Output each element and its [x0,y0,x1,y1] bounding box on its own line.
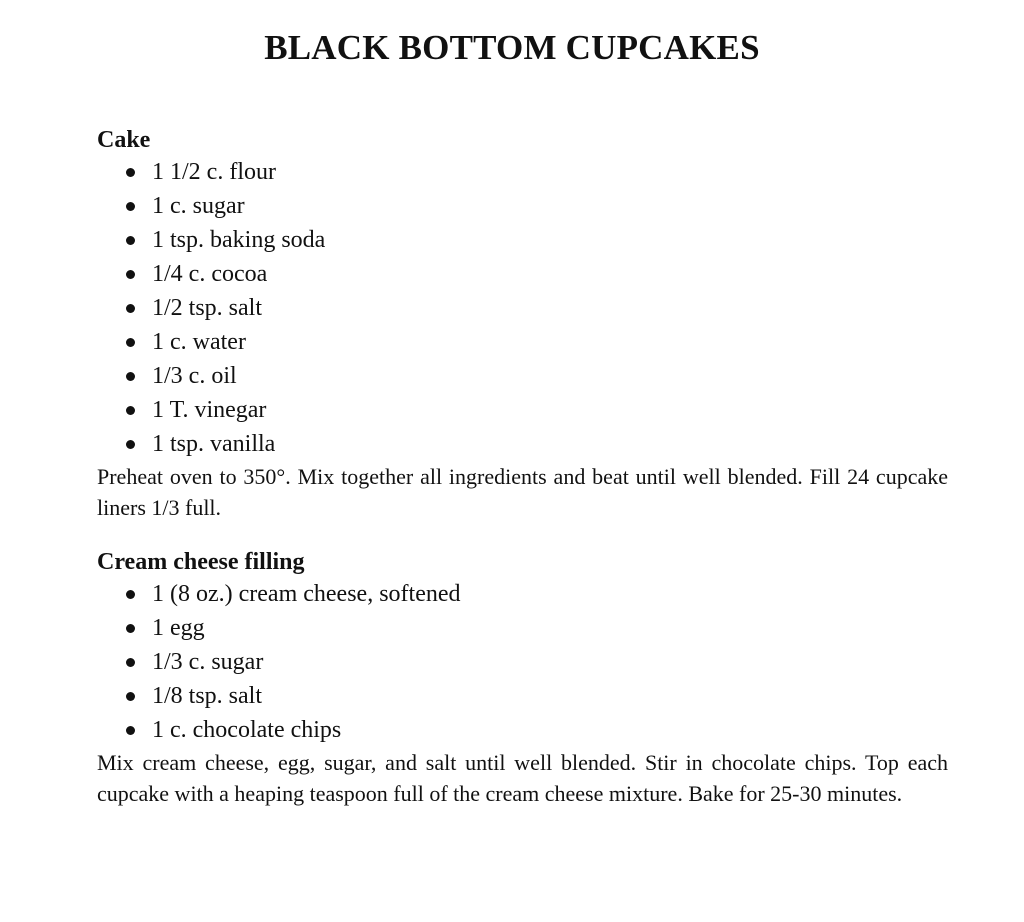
list-item [126,393,948,427]
list-item [126,155,948,189]
bullet-icon [126,168,135,177]
ingredient-text: 1 tsp. baking soda [152,227,326,253]
filling-instructions: Mix cream cheese, egg, sugar, and salt until well blended. Stir in chocolate chips. Top each cupcake with a heaping teaspoon full of the cream cheese mixture. Bake for 25-30 minutes. [97,750,948,806]
bullet-icon [126,338,135,347]
bullet-icon [126,236,135,245]
cake-ingredient-list [97,155,948,461]
ingredient-text: 1 T. vinegar [152,397,267,423]
bullet-icon [126,692,135,701]
bullet-icon [126,440,135,449]
ingredient-text: 1 c. chocolate chips [152,717,342,743]
ingredient-text: 1/3 c. sugar [152,649,264,675]
bullet-icon [126,372,135,381]
filling-ingredient-list [97,577,948,747]
bullet-icon [126,406,135,415]
bullet-icon [126,590,135,599]
bullet-icon [126,304,135,313]
ingredient-text: 1 egg [152,615,205,641]
list-item [126,611,948,645]
list-item [126,427,948,461]
list-item [126,291,948,325]
ingredient-text: 1 c. water [152,329,246,355]
ingredient-text: 1/8 tsp. salt [152,683,263,709]
list-item [126,645,948,679]
list-item [126,189,948,223]
ingredient-text: 1/4 c. cocoa [152,261,268,287]
ingredient-text: 1 (8 oz.) cream cheese, softened [152,581,461,607]
filling-heading: Cream cheese filling [97,549,305,575]
list-item [126,713,948,747]
list-item [126,359,948,393]
bullet-icon [126,624,135,633]
list-item [126,679,948,713]
bullet-icon [126,658,135,667]
list-item [126,325,948,359]
ingredient-text: 1 1/2 c. flour [152,159,276,185]
cake-instructions: Preheat oven to 350°. Mix together all ingredients and beat until well blended. Fill 24 cupcake liners 1/3 full. [97,464,948,520]
bullet-icon [126,270,135,279]
ingredient-text: 1/3 c. oil [152,363,237,389]
bullet-icon [126,726,135,735]
bullet-icon [126,202,135,211]
ingredient-text: 1 tsp. vanilla [152,431,276,457]
recipe-title: BLACK BOTTOM CUPCAKES [264,28,760,67]
list-item [126,577,948,611]
list-item [126,223,948,257]
list-item [126,257,948,291]
ingredient-text: 1 c. sugar [152,193,245,219]
cake-heading: Cake [97,127,151,153]
ingredient-text: 1/2 tsp. salt [152,295,263,321]
